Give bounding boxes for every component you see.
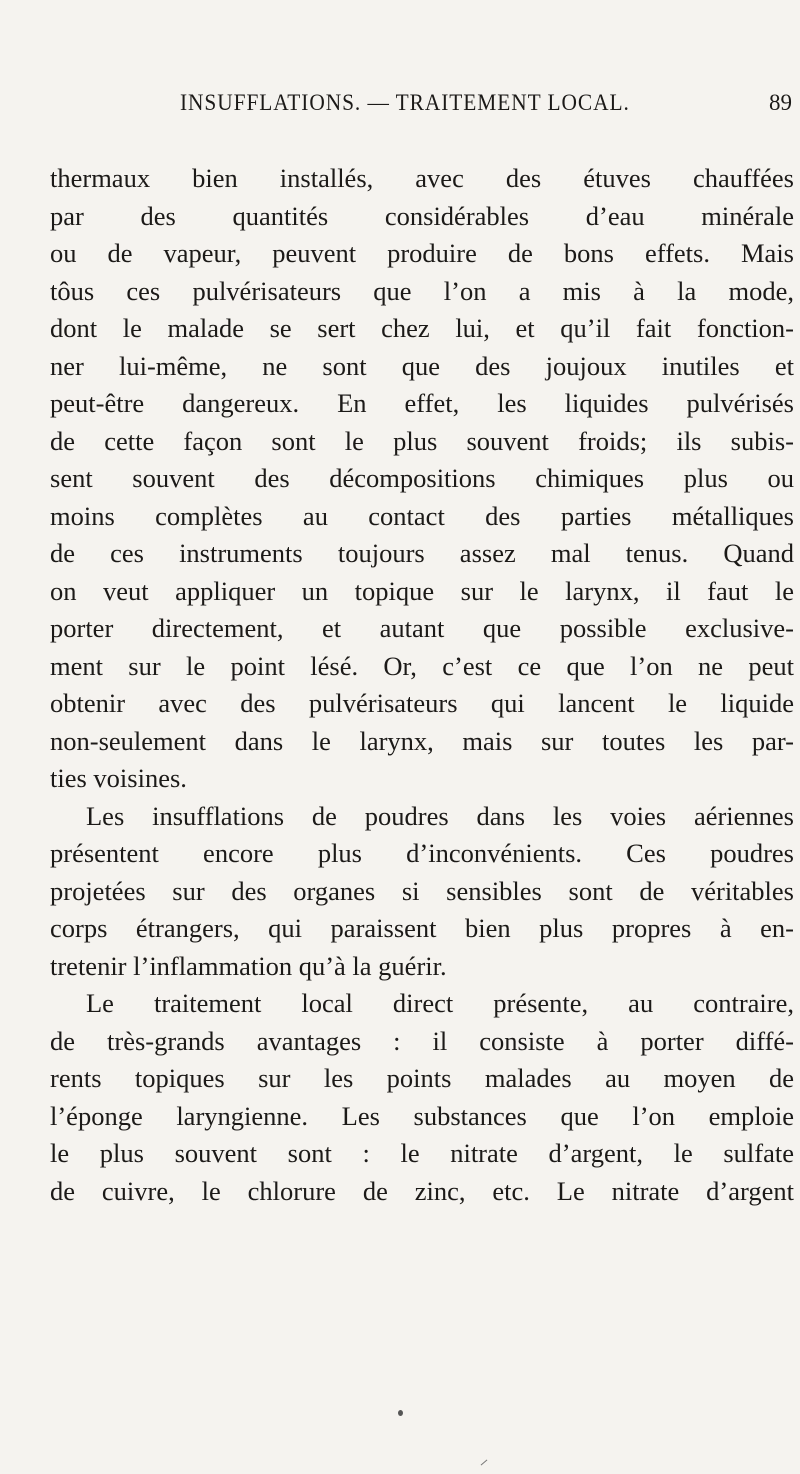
text-line: ner lui-même, ne sont que des joujoux inutiles et [50,350,794,381]
text-line: Les insufflations de poudres dans les voies aériennes [86,800,794,831]
page-number: 89 [769,90,792,115]
text-line: rents topiques sur les points malades au moyen de [50,1063,794,1093]
text-line: corps étrangers, qui paraissent bien plus propres à en- [50,913,794,943]
text-line: de cuivre, le chlorure de zinc, etc. Le nitrate d’argent [50,1175,794,1206]
text-line: ment sur le point lésé. Or, c’est ce que l’on ne peut [50,650,794,681]
running-head [180,90,792,120]
text-line: projetées sur des organes si sensibles sont de véritables [50,875,794,906]
text-line: l’éponge laryngienne. Les substances que l’on emploie [50,1100,794,1131]
text-line: le plus souvent sont : le nitrate d’argent, le sulfate [50,1138,794,1168]
text-line: dont le malade se sert chez lui, et qu’il fait fonction- [50,313,794,343]
text-line: de ces instruments toujours assez mal tenus. Quand [50,538,794,568]
running-title: INSUFFLATIONS. — TRAITEMENT LOCAL. [180,90,630,115]
text-line: non-seulement dans le larynx, mais sur toutes les par- [50,725,794,756]
ink-speck [398,1410,403,1416]
body-text [50,160,794,1210]
pencil-mark [481,1460,488,1466]
text-line: ties voisines. [50,763,187,793]
text-line: tretenir l’inflammation qu’à la guérir. [50,950,447,981]
text-line: on veut appliquer un topique sur le larynx, il faut le [50,575,794,606]
text-line: de très-grands avantages : il consiste à porter diffé- [50,1025,794,1056]
text-line: ou de vapeur, peuvent produire de bons effets. Mais [50,238,794,268]
text-line: de cette façon sont le plus souvent froids; ils subis- [50,425,794,456]
text-line: peut-être dangereux. En effet, les liquides pulvérisés [50,388,794,418]
text-line: moins complètes au contact des parties métalliques [50,500,794,531]
text-line: porter directement, et autant que possible exclusive- [50,613,794,643]
text-line: par des quantités considérables d’eau minérale [50,200,794,231]
text-line: obtenir avec des pulvérisateurs qui lancent le liquide [50,688,794,718]
text-line: thermaux bien installés, avec des étuves chauffées [50,163,794,193]
text-line: Le traitement local direct présente, au contraire, [86,988,794,1018]
text-line: sent souvent des décompositions chimiques plus ou [50,463,794,493]
text-line: présentent encore plus d’inconvénients. Ces poudres [50,838,794,868]
text-line: tôus ces pulvérisateurs que l’on a mis à la mode, [50,275,794,306]
